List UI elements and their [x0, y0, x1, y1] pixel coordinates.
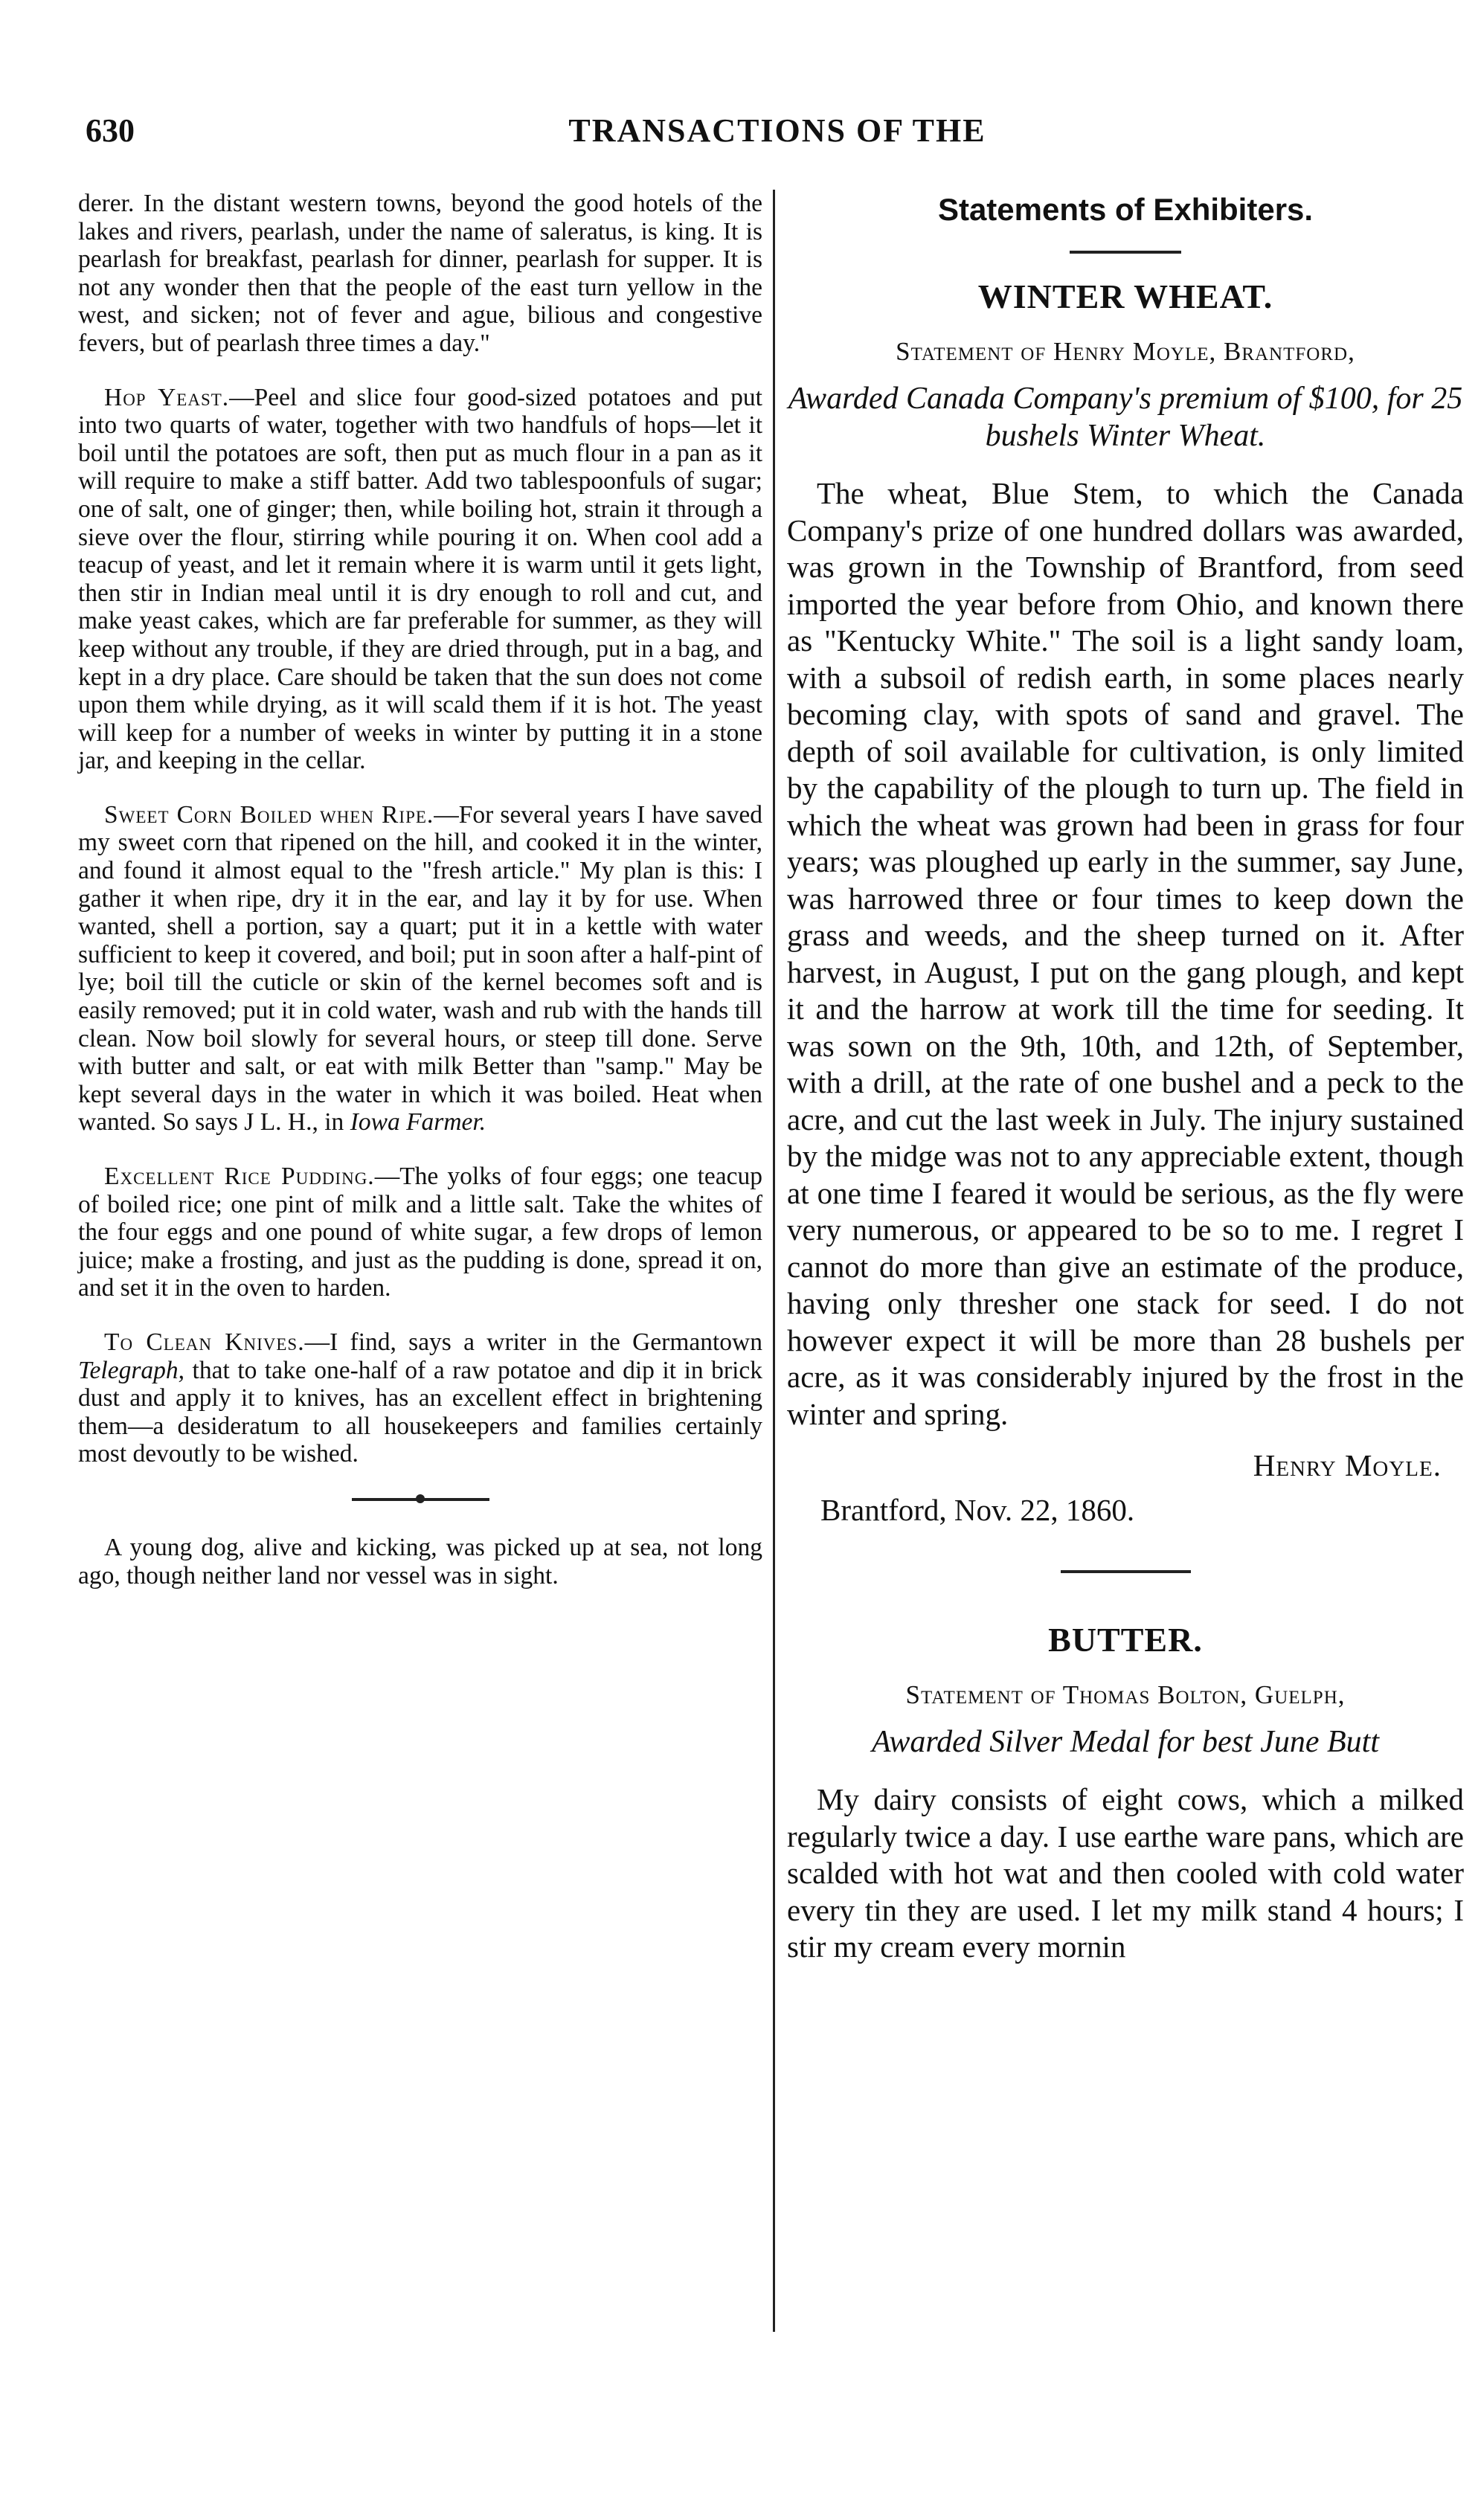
rule-dot	[416, 1494, 425, 1503]
text-clean-knives-1: —I find, says a writer in the Germantown	[304, 1328, 762, 1356]
paragraph-young-dog: A young dog, alive and kicking, was picked up at sea, not long ago, though neither land nor vessel was in sight.	[78, 1533, 762, 1590]
section-rule	[1061, 1570, 1191, 1573]
column-divider	[773, 190, 775, 2332]
butter-body: My dairy consists of eight cows, which a milked regularly twice a day. I use earthe ware pans, which are scalded with hot wat and then cooled with cold water every tin they are used. I let my milk stand 4 hours; I stir my cream every mornin	[787, 1782, 1464, 1964]
paragraph-pearlash: derer. In the distant western towns, beyond the good hotels of the lakes and rivers, pearlash, under the name of saleratus, is king. It is pearlash for breakfast, pearlash for dinner, pearlash for supper. It is not any wonder then that the people of the east turn yellow in the west, and sicken; not of fever and ague, bilious and congestive fevers, but of pearlash three times a day."	[78, 190, 762, 357]
text-hop-yeast: —Peel and slice four good-sized potatoes and put into two quarts of water, together with two handfuls of hops—let it boil until the potatoes are soft, then put as much flour in a pan as it will require to make a stiff batter. Add two tablespoonfuls of sugar; one of salt, one of ginger; then, while boiling hot, strain it through a sieve over the flour, stirring while pouring it on. When cool add a teacup of yeast, and let it remain where it is warm until it gets light, then stir in Indian meal until it is dry enough to roll and cut, and make yeast cakes, which are far preferable for summer, as they will keep without any trouble, if they are dried through, put in a bag, and kept in a dry place. Care should be taken that the sun does not come upon them while drying, as it will scald them if it is hot. The yeast will keep for a number of weeks in winter by putting it in a stone jar, and keeping in the cellar.	[78, 383, 762, 775]
winter-wheat-body: The wheat, Blue Stem, to which the Canada Company's prize of one hundred dollars was awarded, was grown in the Township of Brantford, from seed imported the year before from Ohio, and known there as "Kentucky White." The soil is a light sandy loam, with a subsoil of redish earth, in some places nearly becoming clay, with spots of sand and gravel. The depth of soil available for cultivation, is only limited by the capability of the plough to turn up. The field in which the wheat was grown had been in grass for four years; was ploughed up early in the summer, say June, was harrowed three or four times to keep down the grass and weeds, and the sheep turned on it. After harvest, in August, I put on the gang plough, and kept it and the harrow at work till the time for seeding. It was sown on the 9th, 10th, and 12th, of September, with a drill, at the rate of one bushel and a peck to the acre, and cut the last week in July. The injury sustained by the midge was not to any appreciable extent, though at one time I feared it would be serious, as the fly were very numerous, or appeared to be so to me. I regret I cannot do more than give an estimate of the produce, having only thresher one stack for seed. I do not however expect it will be more than 28 bushels per acre, as it was considerably injured by the frost in the winter and spring.	[787, 476, 1464, 1431]
running-title: TRANSACTIONS OF THE	[568, 112, 986, 149]
ornamental-rule	[352, 1498, 489, 1501]
signature-henry-moyle: Henry Moyle.	[1253, 1448, 1442, 1482]
heading-hop-yeast: Hop Yeast.	[104, 383, 230, 411]
text-sweet-corn: —For several years I have saved my sweet corn that ripened on the hill, and cooked it in the winter, and found it almost equal to the "fresh article." My plan is this: I gather it when ripe, dry it in the ear, and lay it by for use. When wanted, shell a portion, say a quart; put it in a kettle with water sufficient to keep it covered, and boil; put in soon after a half-pint of lye; boil till the cuticle or skin of the kernel becomes soft and is easily removed; put it in cold water, wash and rub with the hands till clean. Now boil slowly for several hours, or steep till done. Serve with butter and salt, or eat with milk Better than "samp." May be kept several days in the water in which it was boiled. Heat when wanted. So says J L. H., in	[78, 800, 762, 1137]
winter-wheat-heading: WINTER WHEAT.	[977, 277, 1273, 315]
paper-telegraph: Telegraph,	[78, 1356, 185, 1384]
heading-sweet-corn: Sweet Corn Boiled when Ripe.	[104, 800, 434, 829]
heading-rice-pudding: Excellent Rice Pudding.	[104, 1163, 375, 1190]
running-head	[86, 112, 1469, 156]
winter-wheat-award: Awarded Canada Company's premium of $100, for 25 bushels Winter Wheat.	[788, 382, 1463, 453]
winter-wheat-statement: Statement of Henry Moyle, Brantford,	[896, 337, 1355, 366]
left-column	[78, 190, 762, 1590]
butter-statement: Statement of Thomas Bolton, Guelph,	[905, 1680, 1346, 1709]
paragraph-sweet-corn	[78, 801, 762, 1137]
section-title: Statements of Exhibiters.	[937, 192, 1314, 227]
text-clean-knives-2: that to take one-half of a raw potatoe and dip it in brick dust and apply it to knives, has an excellent effect in brightening them—a desideratum to all housekeepers and families certainly most devoutly to be wished.	[78, 1356, 762, 1468]
source-iowa-farmer: Iowa Farmer.	[350, 1108, 486, 1137]
paragraph-hop-yeast	[78, 384, 762, 775]
heading-clean-knives: To Clean Knives.	[104, 1328, 305, 1356]
paragraph-rice-pudding	[78, 1163, 762, 1302]
page-number: 630	[86, 112, 135, 149]
title-rule	[1070, 251, 1181, 254]
text-rice-pudding: —The yolks of four eggs; one teacup of boiled rice; one pint of milk and a little salt. Take the whites of the four eggs and one pound of white sugar, a few drops of lemon juice; make a frosting, and just as the pudding is done, spread it on, and set it in the oven to harden.	[78, 1163, 762, 1302]
paragraph-clean-knives	[78, 1328, 762, 1468]
right-column	[787, 190, 1464, 1966]
butter-award: Awarded Silver Medal for best June Butt	[872, 1725, 1379, 1759]
place-date: Brantford, Nov. 22, 1860.	[820, 1492, 1135, 1527]
butter-heading: BUTTER.	[1048, 1621, 1203, 1659]
